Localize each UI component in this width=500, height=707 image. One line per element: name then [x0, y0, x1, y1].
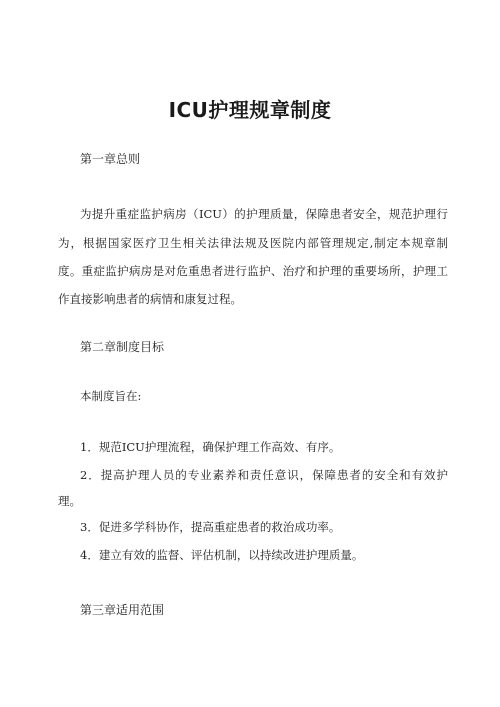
chapter-1-paragraph-line: 为提升重症监护病房（ICU）的护理质量，保障患者安全，规范护理行	[80, 207, 448, 221]
list-item: 3．促进多学科协作，提高重症患者的救治成功率。	[80, 520, 341, 534]
chapter-1-paragraph-line: 为，根据国家医疗卫生相关法律法规及医院内部管理规定,制定本规章制	[58, 236, 448, 250]
list-item-continuation: 理。	[58, 494, 81, 508]
chapter-1-paragraph-line: 度。重症监护病房是对危重患者进行监护、治疗和护理的重要场所，护理工	[58, 264, 448, 278]
chapter-2-intro: 本制度旨在:	[80, 389, 142, 403]
chapter-1-heading: 第一章总则	[80, 152, 141, 166]
document-title: ICU护理规章制度	[168, 98, 332, 122]
list-item: 2．提高护理人员的专业素养和责任意识，保障患者的安全和有效护	[80, 468, 448, 482]
chapter-1-paragraph-line: 作直接影响患者的病情和康复过程。	[58, 292, 242, 306]
list-item: 4．建立有效的监督、评估机制，以持续改进护理质量。	[80, 548, 364, 562]
chapter-2-heading: 第二章制度目标	[80, 340, 165, 354]
list-item: 1．规范ICU护理流程，确保护理工作高效、有序。	[80, 440, 341, 454]
chapter-3-heading: 第三章适用范围	[80, 603, 165, 617]
